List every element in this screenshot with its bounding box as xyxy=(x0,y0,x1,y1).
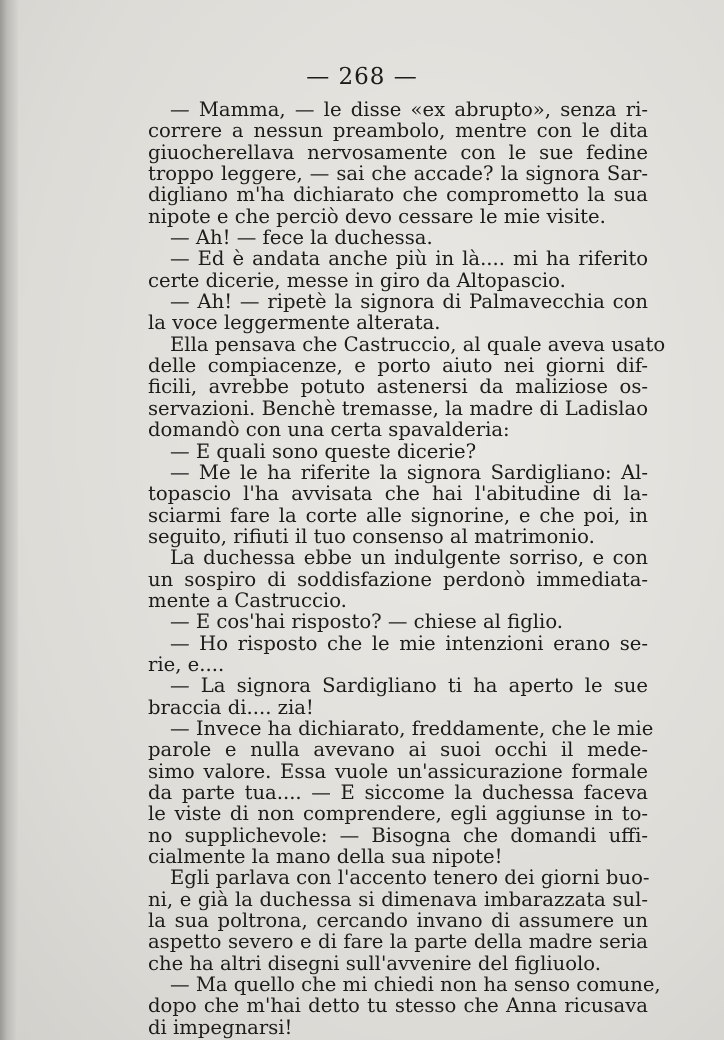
text-line: braccia di.... zia! xyxy=(148,695,314,719)
text-line: correre a nessun preambolo, mentre con le dita xyxy=(148,119,648,143)
text-line: mente a Castruccio. xyxy=(148,588,347,612)
text-line: — E quali sono queste dicerie? xyxy=(170,439,477,463)
text-line: nipote e che perciò devo cessare le mie visite. xyxy=(148,204,606,228)
text-line: cialmente la mano della sua nipote! xyxy=(148,845,503,869)
text-line: da parte tua.... — E siccome la duchessa faceva xyxy=(148,781,648,804)
page-number: — 268 — xyxy=(306,64,418,90)
text-line: Egli parlava con l'accento tenero dei giorni buo- xyxy=(170,866,650,890)
text-line: domandò con una certa spavalderia: xyxy=(148,418,510,442)
text-line: di impegnarsi! xyxy=(148,1015,293,1039)
text-line: — Mamma, — le disse «ex abrupto», senza ri- xyxy=(170,98,648,121)
text-line: — Ed è andata anche più in là.... mi ha riferito xyxy=(170,247,648,271)
text-line: — Invece ha dichiarato, freddamente, che le mie xyxy=(170,716,654,740)
text-line: no supplichevole: — Bisogna che domandi uffi- xyxy=(148,823,648,847)
text-line: La duchessa ebbe un indulgente sorriso, e con xyxy=(170,546,648,570)
text-line: — Ma quello che mi chiedi non ha senso comune, xyxy=(170,973,661,997)
text-line: — Ah! — ripetè la signora di Palmavecchia con xyxy=(170,290,648,314)
text-line: digliano m'ha dichiarato che comprometto la sua xyxy=(148,183,648,207)
text-line: un sospiro di soddisfazione perdonò immediata- xyxy=(148,567,648,591)
text-line: — E cos'hai risposto? — chiese al figlio. xyxy=(170,610,564,634)
page-gutter-shadow xyxy=(0,0,18,1040)
body-text xyxy=(148,98,666,1039)
text-line: dopo che m'hai detto tu stesso che Anna ricusava xyxy=(148,994,648,1018)
text-line: la sua poltrona, cercando invano di assumere un xyxy=(148,909,648,933)
text-line: ni, e già la duchessa si dimenava imbarazzata sul- xyxy=(148,887,648,911)
text-line: sciarmi fare la corte alle signorine, e che poi, in xyxy=(148,503,648,527)
text-line: giuocherellava nervosamente con le sue fedine xyxy=(148,140,648,164)
text-line: parole e nulla avevano ai suoi occhi il mede- xyxy=(148,738,648,762)
text-line: delle compiacenze, e porto aiuto nei giorni dif- xyxy=(148,354,648,378)
text-line: servazioni. Benchè tremasse, la madre di Ladislao xyxy=(148,396,648,420)
text-line: troppo leggere, — sai che accade? la signora Sar- xyxy=(148,162,648,186)
text-line: rie, e.... xyxy=(148,652,225,676)
text-line: ficili, avrebbe potuto astenersi da maliziose os- xyxy=(148,375,648,399)
text-line: — La signora Sardigliano ti ha aperto le sue xyxy=(170,674,648,698)
text-line: aspetto severo e di fare la parte della madre seria xyxy=(148,930,648,954)
text-line: topascio l'ha avvisata che hai l'abitudine di la- xyxy=(148,482,648,506)
text-line: seguito, rifiuti il tuo consenso al matrimonio. xyxy=(148,524,595,548)
text-line: le viste di non comprendere, egli aggiunse in to- xyxy=(148,802,648,826)
text-line: la voce leggermente alterata. xyxy=(148,311,441,335)
text-line: Ella pensava che Castruccio, al quale aveva usato xyxy=(170,332,666,356)
text-line: — Me le ha riferite la signora Sardigliano: Al- xyxy=(170,460,648,484)
text-line: simo valore. Essa vuole un'assicurazione formale xyxy=(148,759,648,783)
text-line: certe dicerie, messe in giro da Altopascio. xyxy=(148,268,566,292)
text-line: — Ah! — fece la duchessa. xyxy=(170,226,433,250)
text-line: che ha altri disegni sull'avvenire del figliuolo. xyxy=(148,951,601,975)
text-line: — Ho risposto che le mie intenzioni erano se- xyxy=(170,631,648,655)
